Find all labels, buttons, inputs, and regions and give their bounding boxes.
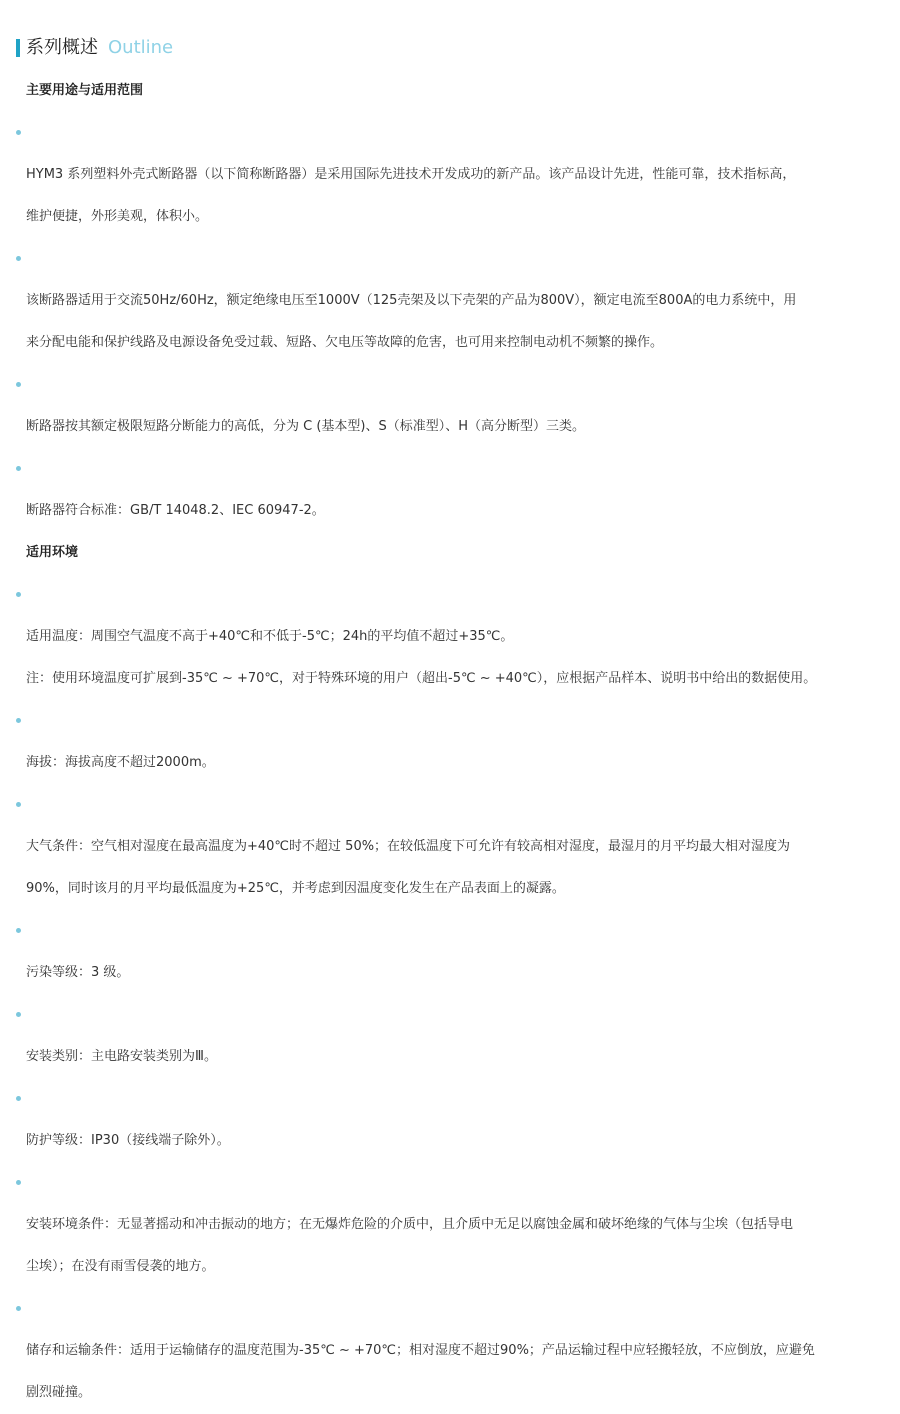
heading-title: 系列概述	[26, 37, 98, 58]
bullet-icon	[16, 592, 21, 597]
bullet-icon	[16, 466, 21, 471]
bullet-icon	[16, 802, 21, 807]
env-item-storage	[0, 1288, 866, 1414]
env-item-text: 大气条件：空气相对湿度在最高温度为+40℃时不超过 50%；在较低温度下可允许有较高相对湿度，最湿月的月平均最大相对湿度为 90%，同时该月的月平均最低温度为+25℃，并考虑到因温度变化发生在产品表面上的凝露。	[26, 839, 791, 896]
bullet-icon	[16, 1180, 21, 1185]
purpose-item-classification	[0, 364, 866, 448]
env-item-text: 海拔：海拔高度不超过2000m。	[26, 755, 215, 770]
env-note-text: 注：使用环境温度可扩展到-35℃ ~ +70℃，对于特殊环境的用户（超出-5℃ ~ +40℃），应根据产品样本、说明书中给出的数据使用。	[26, 671, 817, 686]
purpose-item-standards	[0, 448, 866, 532]
env-item-text: 安装类别：主电路安装类别为Ⅲ。	[26, 1049, 217, 1064]
purpose-item-text: HYM3 系列塑料外壳式断路器（以下简称断路器）是采用国际先进技术开发成功的新产品。该产品设计先进，性能可靠，技术指标高， 维护便捷，外形美观，体积小。	[26, 167, 796, 224]
env-item-protection	[0, 1078, 866, 1162]
bullet-icon	[16, 1096, 21, 1101]
heading-subtitle-en: Outline	[108, 37, 174, 58]
purpose-item-text: 断路器符合标准：GB/T 14048.2、IEC 60947-2。	[26, 503, 325, 518]
purpose-heading: 主要用途与适用范围	[26, 83, 144, 98]
purpose-item-text: 该断路器适用于交流50Hz/60Hz，额定绝缘电压至1000V（125壳架及以下壳架的产品为800V），额定电流至800A的电力系统中，用 来分配电能和保护线路及电源设备免受过载、短路、欠电压等故障的危害，也可用来控制电动机不频繁的操作。	[26, 293, 797, 350]
env-item-pollution	[0, 910, 866, 994]
env-item-temperature	[0, 574, 866, 658]
purpose-item-text: 断路器按其额定极限短路分断能力的高低，分为 C (基本型)、S（标准型）、H（高分断型）三类。	[26, 419, 586, 434]
content-body	[0, 70, 900, 1414]
bullet-icon	[16, 1306, 21, 1311]
environment-heading: 适用环境	[26, 545, 79, 560]
bullet-icon	[16, 928, 21, 933]
purpose-item-product-intro	[0, 112, 866, 238]
env-item-altitude	[0, 700, 866, 784]
bullet-icon	[16, 1012, 21, 1017]
env-item-text: 储存和运输条件：适用于运输储存的温度范围为-35℃ ~ +70℃；相对湿度不超过90%；产品运输过程中应轻搬轻放，不应倒放，应避免 剧烈碰撞。	[26, 1343, 815, 1400]
section-heading	[16, 36, 173, 60]
bullet-icon	[16, 382, 21, 387]
heading-accent-bar	[16, 39, 20, 57]
env-note-temperature	[0, 658, 866, 700]
purpose-item-application	[0, 238, 866, 364]
bullet-icon	[16, 718, 21, 723]
env-item-text: 防护等级：IP30（接线端子除外）。	[26, 1133, 230, 1148]
env-item-text: 安装环境条件：无显著摇动和冲击振动的地方；在无爆炸危险的介质中，且介质中无足以腐蚀金属和破坏绝缘的气体与尘埃（包括导电 尘埃）；在没有雨雪侵袭的地方。	[26, 1217, 794, 1274]
env-item-text: 适用温度：周围空气温度不高于+40℃和不低于-5℃；24h的平均值不超过+35℃。	[26, 629, 514, 644]
env-item-install-category	[0, 994, 866, 1078]
env-item-text: 污染等级：3 级。	[26, 965, 130, 980]
env-item-atmosphere	[0, 784, 866, 910]
bullet-icon	[16, 256, 21, 261]
env-item-install-conditions	[0, 1162, 866, 1288]
bullet-icon	[16, 130, 21, 135]
